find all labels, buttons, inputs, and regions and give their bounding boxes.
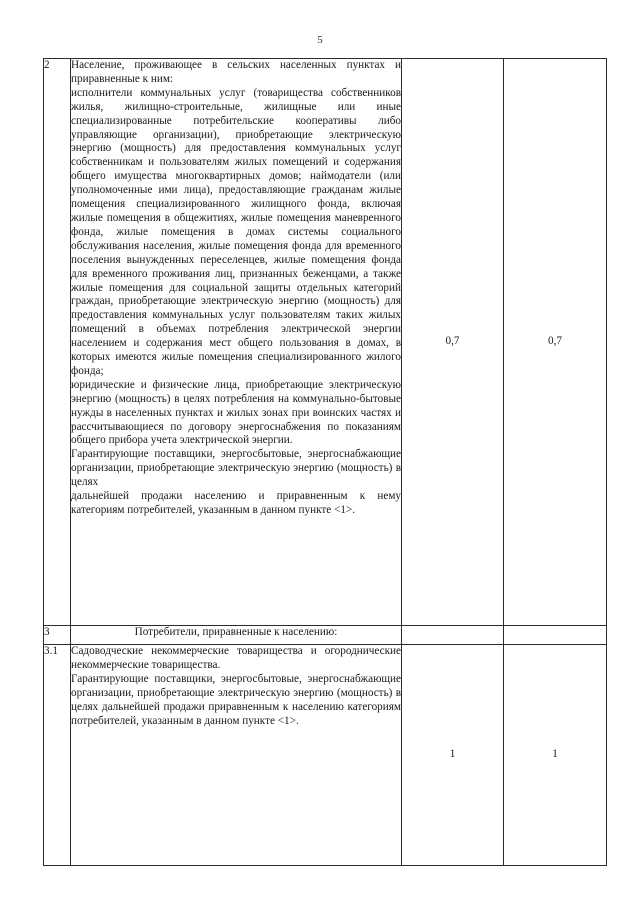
tariff-table (43, 58, 607, 866)
description-cell (71, 59, 402, 626)
empty-cell (402, 626, 504, 645)
empty-cell (504, 626, 607, 645)
paragraph: исполнители коммунальных услуг (товарищества собственников жилья, жилищно-строительные, жилищные или иные специализированные потребительские кооперативы либо управляющие организации), приобретающие электрическую энергию (мощность) для предоставления коммунальных услуг собственникам и пользователям жилых помещений и содержания общего имущества многоквартирных домов; наймодатели (или уполномоченные ими лица), предоставляющие гражданам жилые помещения специализированного жилищного фонда, включая жилые помещения в общежитиях, жилые помещения маневренного фонда, жилые помещения в домах системы социального обслуживания населения, жилые помещения фонда для временного поселения вынужденных переселенцев, жилые помещения фонда для временного проживания лиц, признанных беженцами, а также жилые помещения для социальной защиты отдельных категорий граждан, приобретающие электрическую энергию (мощность) для предоставления коммунальных услуг пользователям таких жилых помещений в объемах потребления электрической энергии населением и содержания мест общего пользования в домах, в которых имеются жилые помещения специализированного жилого фонда; (71, 86, 401, 377)
tariff-value-cell: 1 (402, 645, 504, 866)
tariff-value-cell: 0,7 (402, 59, 504, 626)
paragraph: дальнейшей продажи населению и приравненным к нему категориям потребителей, указанным в данном пункте <1>. (71, 490, 401, 516)
page-number: 5 (317, 34, 323, 46)
tariff-value-cell: 0,7 (504, 59, 607, 626)
paragraph: юридические и физические лица, приобретающие электрическую энергию (мощность) в целях потребления на коммунально-бытовые нужды в населенных пунктах и жилых зонах при воинских частях и рассчитывающиеся по договору энергоснабжения по показаниям общего прибора учета электрической энергии. (71, 378, 401, 447)
row-number: 3.1 (44, 645, 71, 866)
row-number: 2 (44, 59, 71, 626)
paragraph: Население, проживающее в сельских населенных пунктах и приравненные к ним: (71, 59, 401, 85)
row-number: 3 (44, 626, 71, 645)
table-row (44, 626, 607, 645)
paragraph: Гарантирующие поставщики, энергосбытовые, энергоснабжающие организации, приобретающие электрическую энергию (мощность) в целях (71, 448, 401, 489)
paragraph: Гарантирующие поставщики, энергосбытовые, энергоснабжающие организации, приобретающие электрическую энергию (мощность) в целях дальнейшей продажи приравненным к населению категориям потребителей, указанным в данном пункте <1>. (71, 672, 401, 727)
description-cell (71, 645, 402, 866)
table-row (44, 59, 607, 626)
tariff-value-cell: 1 (504, 645, 607, 866)
section-header: Потребители, приравненные к населению: (71, 626, 402, 645)
table-row (44, 645, 607, 866)
paragraph: Садоводческие некоммерческие товарищества и огороднические некоммерческие товарищества. (71, 645, 401, 671)
